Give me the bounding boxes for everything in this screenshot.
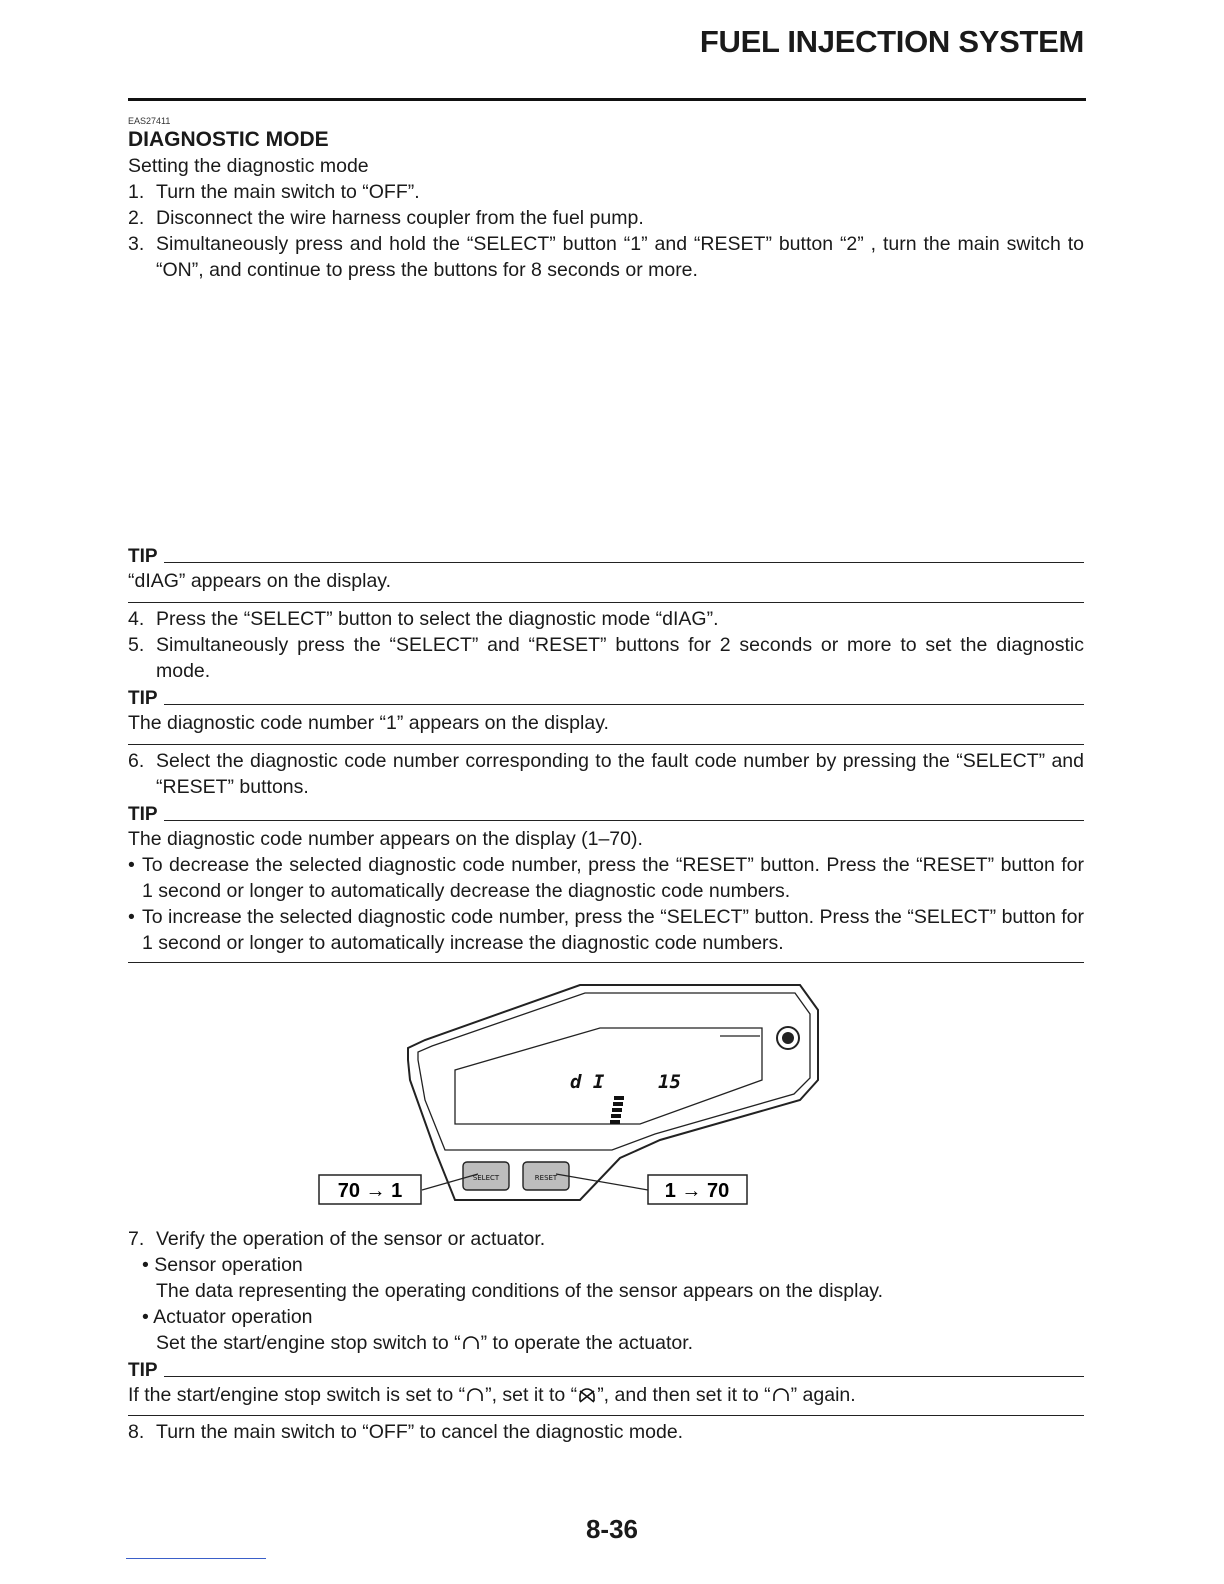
step-text: Simultaneously press and hold the “SELECT” button “1” and “RESET” button “2” , turn the main switch to “ON”, and continue to press the buttons for 8 seconds or more. <box>156 233 1084 281</box>
step-number: 7. <box>128 1228 145 1250</box>
tip-bullet: • To decrease the selected diagnostic code number, press the “RESET” button. Press the “RESET” button for 1 second or longer to automatically decrease the diagnostic code numbers. <box>128 854 1084 902</box>
section-code: EAS27411 <box>128 116 171 126</box>
run-symbol-icon <box>465 1388 485 1404</box>
meter-figure-diag <box>0 290 1224 522</box>
meter-figure-code <box>0 978 1224 1210</box>
step-item <box>128 632 1084 684</box>
increase-range-text: 1 → 70 <box>664 1180 730 1202</box>
sensor-text: The data representing the operating conditions of the sensor appears on the display. <box>156 1280 884 1302</box>
tip-label: TIP <box>128 546 162 568</box>
reset-button[interactable] <box>523 1162 569 1190</box>
footer-link-line[interactable] <box>126 1558 266 1559</box>
tip-bullet-text: To decrease the selected diagnostic code number, press the “RESET” button. Press the “RESET” button for 1 second or longer to automatically decrease the diagnostic code numbers. <box>142 854 1084 902</box>
tip-header <box>128 804 1084 828</box>
tip-text: The diagnostic code number “1” appears on the display. <box>128 712 609 734</box>
section-subtitle: Setting the diagnostic mode <box>128 155 369 177</box>
decrease-range-text: 70 → 1 <box>337 1180 403 1202</box>
step-text: Turn the main switch to “OFF” to cancel the diagnostic mode. <box>156 1421 684 1443</box>
run-symbol-icon <box>461 1336 481 1352</box>
step-number: 6. <box>128 750 145 772</box>
select-button-label: SELECT <box>472 1174 500 1182</box>
lcd-display-code-label: d I <box>570 1071 605 1093</box>
step-item <box>128 748 1084 800</box>
stop-symbol-icon <box>577 1388 597 1404</box>
yamaha-logo-icon <box>777 1027 799 1049</box>
segment-bar-icon <box>610 1096 624 1124</box>
tip-label: TIP <box>128 804 162 826</box>
step-number: 1. <box>128 181 145 203</box>
step-number: 5. <box>128 634 145 656</box>
tip-bullet-text: To increase the selected diagnostic code number, press the “SELECT” button. Press the “SELECT” button for 1 second or longer to automatically increase the diagnostic code numbers. <box>142 906 1084 954</box>
step-text: Press the “SELECT” button to select the diagnostic mode “dIAG”. <box>156 608 719 630</box>
step-item <box>128 179 1084 205</box>
tip-header <box>128 1360 1084 1384</box>
tip-end-rule <box>128 602 1084 603</box>
step-item <box>128 1419 1084 1445</box>
tip-text: “dIAG” appears on the display. <box>128 570 392 592</box>
running-header: FUEL INJECTION SYSTEM <box>699 24 1084 59</box>
step-number: 2. <box>128 207 145 229</box>
step-number: 3. <box>128 233 145 255</box>
step-item <box>128 606 1084 632</box>
tip-header <box>128 546 1084 570</box>
section-title: DIAGNOSTIC MODE <box>128 128 329 151</box>
tip-header <box>128 688 1084 712</box>
tip-end-rule <box>128 1415 1084 1416</box>
step-text: Verify the operation of the sensor or actuator. <box>156 1228 546 1250</box>
tip-end-rule <box>128 744 1084 745</box>
tip-text: If the start/engine stop switch is set to “ ”, set it to “ ”, and then set it to “ ” again. <box>128 1384 856 1406</box>
step-item <box>128 1226 1084 1252</box>
sensor-title: Sensor operation <box>154 1254 303 1276</box>
step-text: Simultaneously press the “SELECT” and “RESET” buttons for 2 seconds or more to set the diagnostic mode. <box>156 634 1084 682</box>
sub-bullet: • Sensor operation <box>142 1254 303 1276</box>
header-rule <box>128 98 1086 101</box>
tip-end-rule <box>128 962 1084 963</box>
reset-button-label: RESET <box>534 1174 558 1182</box>
run-symbol-icon <box>771 1388 791 1404</box>
tip-label: TIP <box>128 1360 162 1382</box>
tip-bullet: • To increase the selected diagnostic code number, press the “SELECT” button. Press the “SELECT” button for 1 second or longer to automatically increase the diagnostic code numbers. <box>128 906 1084 954</box>
tip-text: The diagnostic code number appears on the display (1–70). <box>128 828 643 850</box>
page-number: 8-36 <box>585 1514 639 1544</box>
step-item <box>128 205 1084 231</box>
lcd-display-code-number: 15 <box>658 1071 681 1093</box>
step-number: 4. <box>128 608 145 630</box>
tip-label: TIP <box>128 688 162 710</box>
step-text: Disconnect the wire harness coupler from the fuel pump. <box>156 207 644 229</box>
actuator-text: Set the start/engine stop switch to “ ” to operate the actuator. <box>156 1332 694 1354</box>
actuator-title: Actuator operation <box>153 1306 313 1328</box>
sub-bullet: • Actuator operation <box>142 1306 313 1328</box>
step-number: 8. <box>128 1421 145 1443</box>
step-item <box>128 231 1084 283</box>
step-text: Select the diagnostic code number corresponding to the fault code number by pressing the “SELECT” and “RESET” buttons. <box>156 750 1084 798</box>
step-text: Turn the main switch to “OFF”. <box>156 181 420 203</box>
